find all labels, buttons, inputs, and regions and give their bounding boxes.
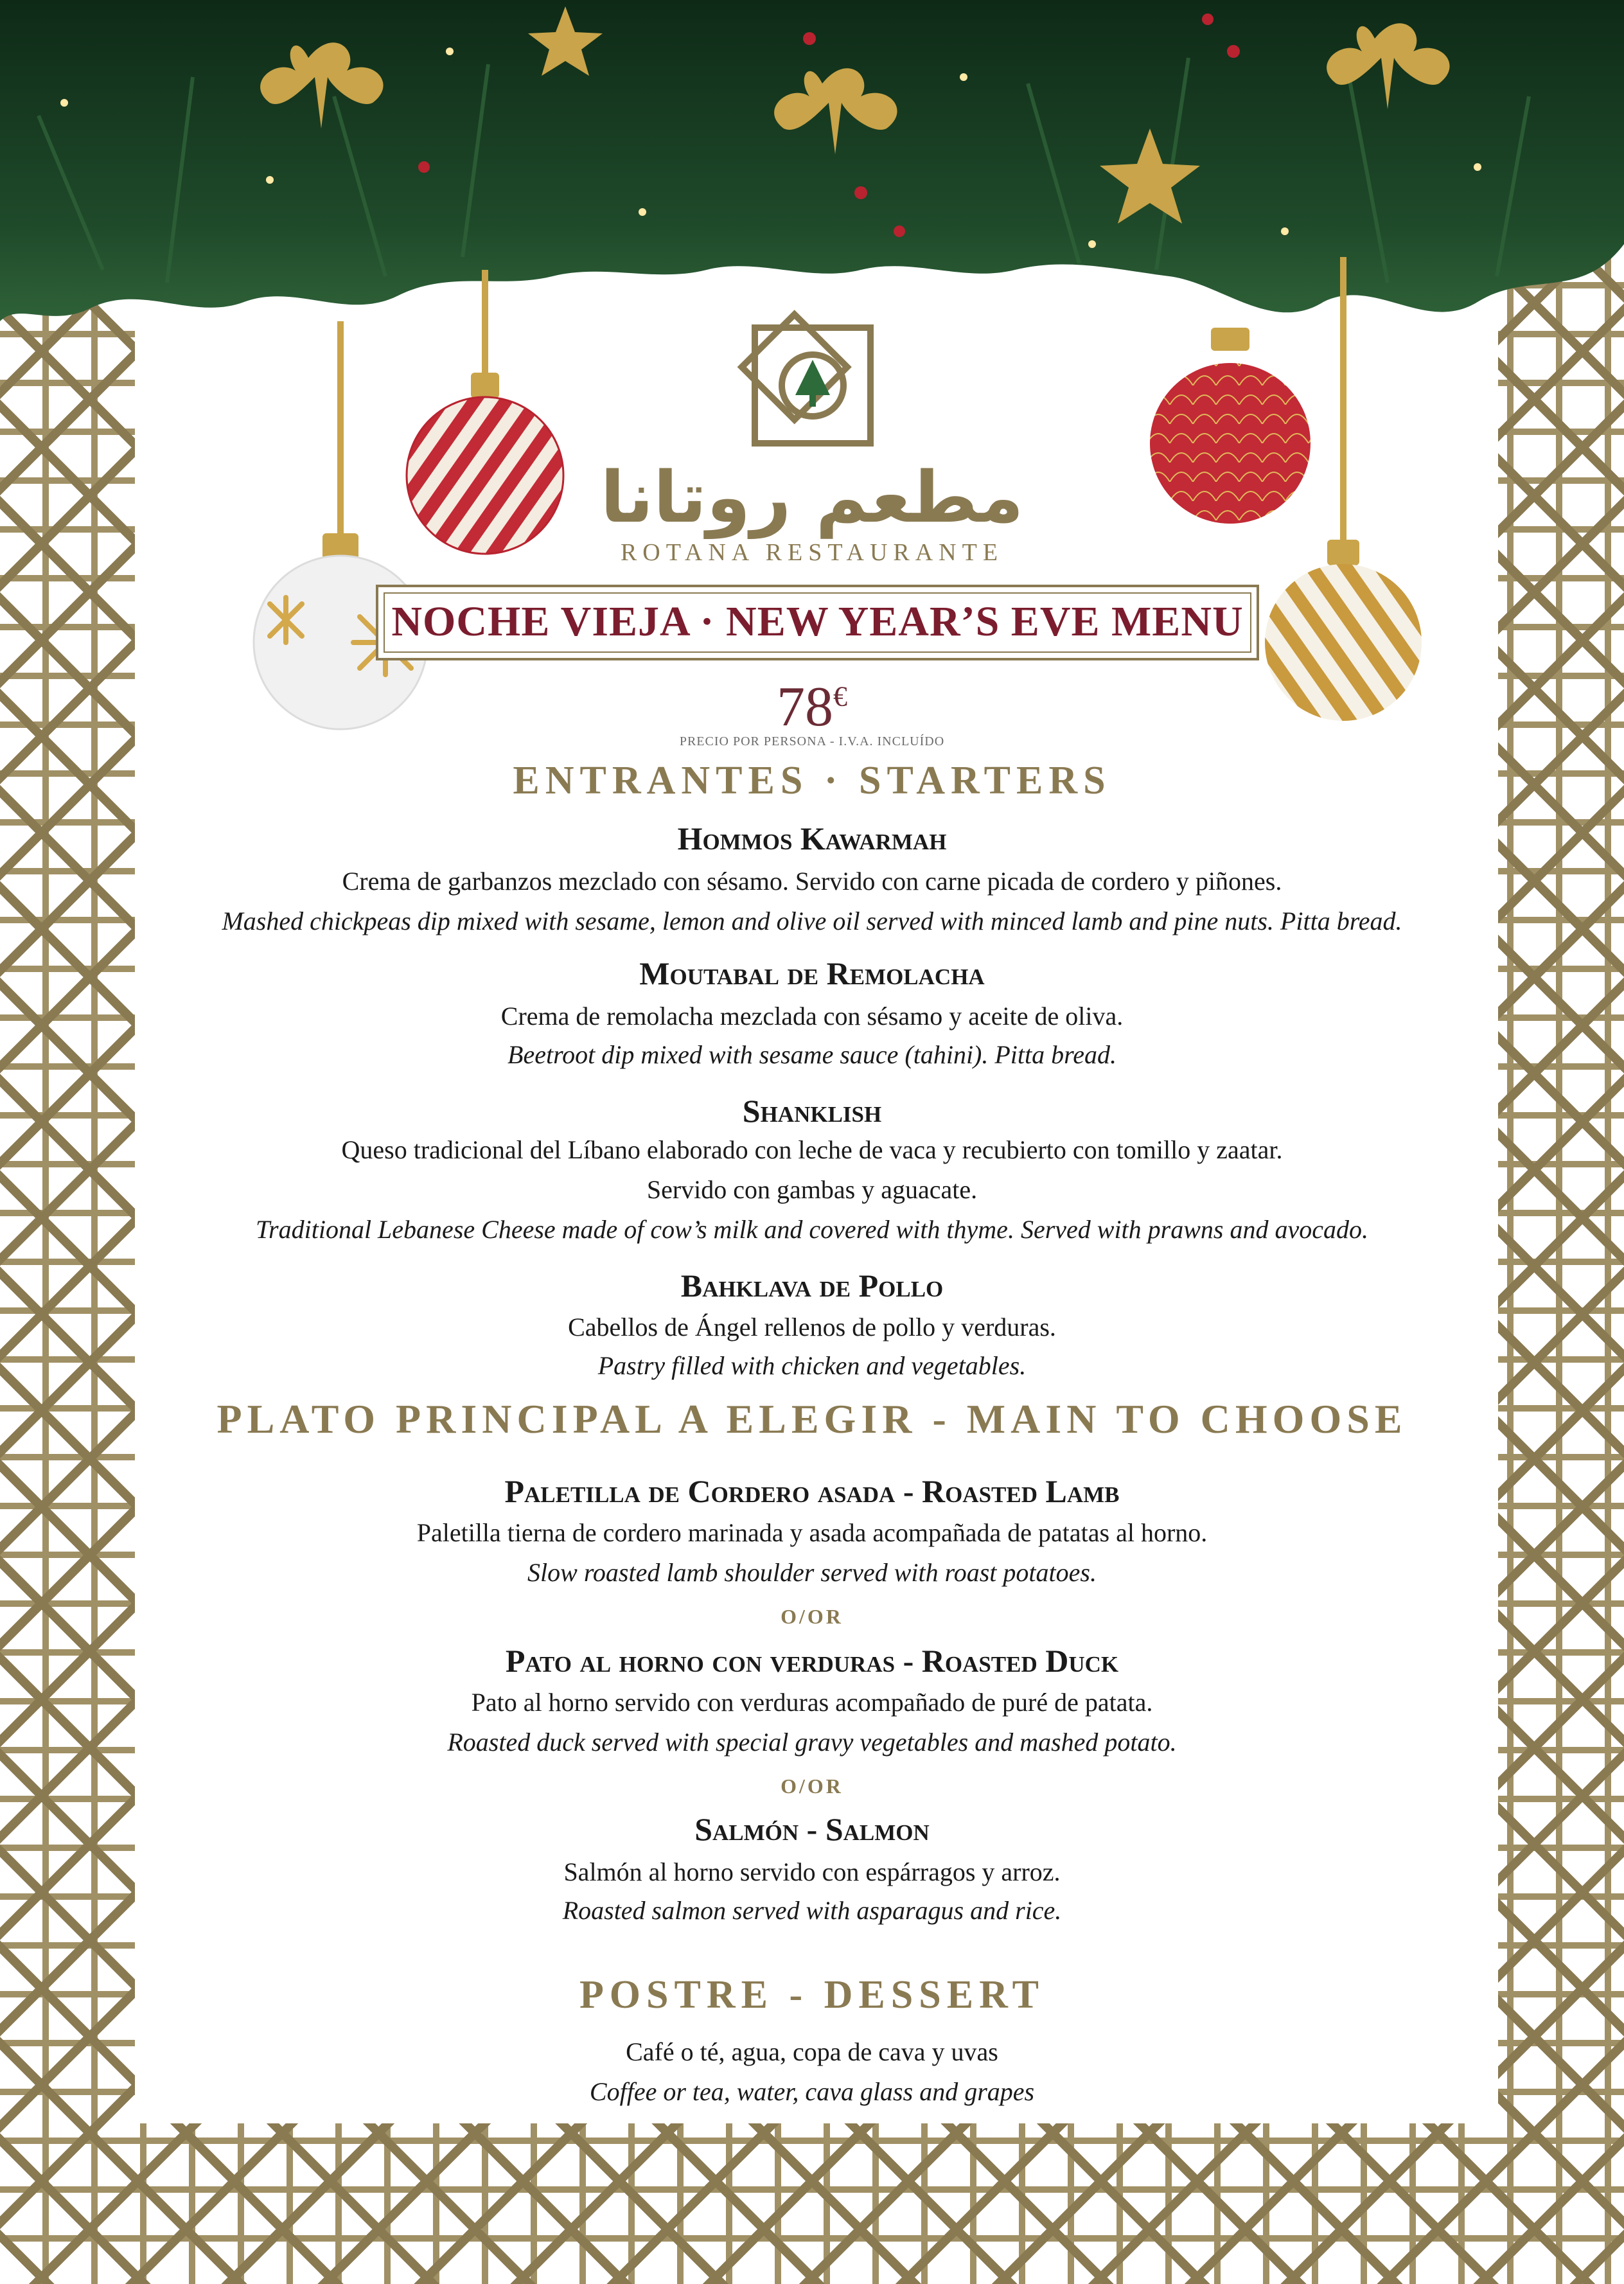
dish-name: Moutabal de Remolacha	[639, 955, 985, 991]
price-currency: €	[833, 680, 847, 713]
dish-description-es: Salmón al horno servido con espárragos y arroz.	[563, 1857, 1061, 1886]
menu-title-banner	[376, 585, 1259, 660]
price	[0, 675, 1624, 739]
dish-name: Pato al horno con verduras - Roasted Duck	[505, 1643, 1119, 1679]
dish-name: Paletilla de Cordero asada - Roasted Lamb	[504, 1473, 1120, 1509]
dish-name: Shanklish	[742, 1093, 882, 1129]
dish-description-en: Beetroot dip mixed with sesame sauce (tahini). Pitta bread.	[508, 1040, 1116, 1069]
dish-name: Bahklava de Pollo	[680, 1268, 944, 1304]
dish-description-en: Mashed chickpeas dip mixed with sesame, lemon and olive oil served with minced lamb and pine nuts. Pitta bread.	[222, 907, 1402, 935]
menu-title: NOCHE VIEJA · NEW YEAR’S EVE MENU	[391, 598, 1244, 645]
rotana-logo-emblem	[711, 308, 914, 456]
dish-description-es: Pato al horno servido con verduras acompañado de puré de patata.	[471, 1688, 1153, 1717]
dish-description-en: Roasted salmon served with asparagus and rice.	[562, 1896, 1062, 1925]
or-separator: O/OR	[781, 1775, 843, 1798]
restaurant-name: ROTANA RESTAURANTE	[620, 539, 1004, 566]
dessert-description-en: Coffee or tea, water, cava glass and grapes	[589, 2077, 1035, 2106]
dish-description-es: Paletilla tierna de cordero marinada y asada acompañada de patatas al horno.	[416, 1518, 1208, 1547]
starters-heading: ENTRANTES · STARTERS	[513, 759, 1111, 802]
dish-description-en: Slow roasted lamb shoulder served with roast potatoes.	[527, 1558, 1097, 1587]
dish-name: Salmón - Salmon	[694, 1811, 930, 1847]
dish-description-es: Crema de garbanzos mezclado con sésamo. Servido con carne picada de cordero y piñones.	[342, 867, 1282, 896]
mains-heading: PLATO PRINCIPAL A ELEGIR - MAIN TO CHOOSE	[216, 1396, 1408, 1442]
dish-description-es: Crema de remolacha mezclada con sésamo y aceite de oliva.	[500, 1002, 1124, 1031]
or-separator: O/OR	[781, 1605, 843, 1628]
dish-description-es: Queso tradicional del Líbano elaborado con leche de vaca y recubierto con tomillo y zaatar.	[341, 1135, 1283, 1164]
price-note: PRECIO POR PERSONA - I.V.A. INCLUÍDO	[679, 734, 945, 748]
arabic-restaurant-name: مطعم روتانا	[600, 456, 1024, 538]
dish-description-en: Pastry filled with chicken and vegetables.	[597, 1351, 1027, 1380]
dish-description-en: Traditional Lebanese Cheese made of cow’s milk and covered with thyme. Served with prawns and avocado.	[256, 1215, 1368, 1244]
dish-description-es: Cabellos de Ángel rellenos de pollo y verduras.	[568, 1313, 1056, 1341]
dish-name: Hommos Kawarmah	[677, 820, 947, 856]
dish-description-es: Servido con gambas y aguacate.	[646, 1175, 978, 1204]
dessert-description-es: Café o té, agua, copa de cava y uvas	[626, 2037, 998, 2066]
dessert-heading: POSTRE - DESSERT	[579, 1973, 1045, 2017]
dish-description-en: Roasted duck served with special gravy vegetables and mashed potato.	[447, 1728, 1177, 1757]
price-amount: 78	[777, 676, 833, 738]
